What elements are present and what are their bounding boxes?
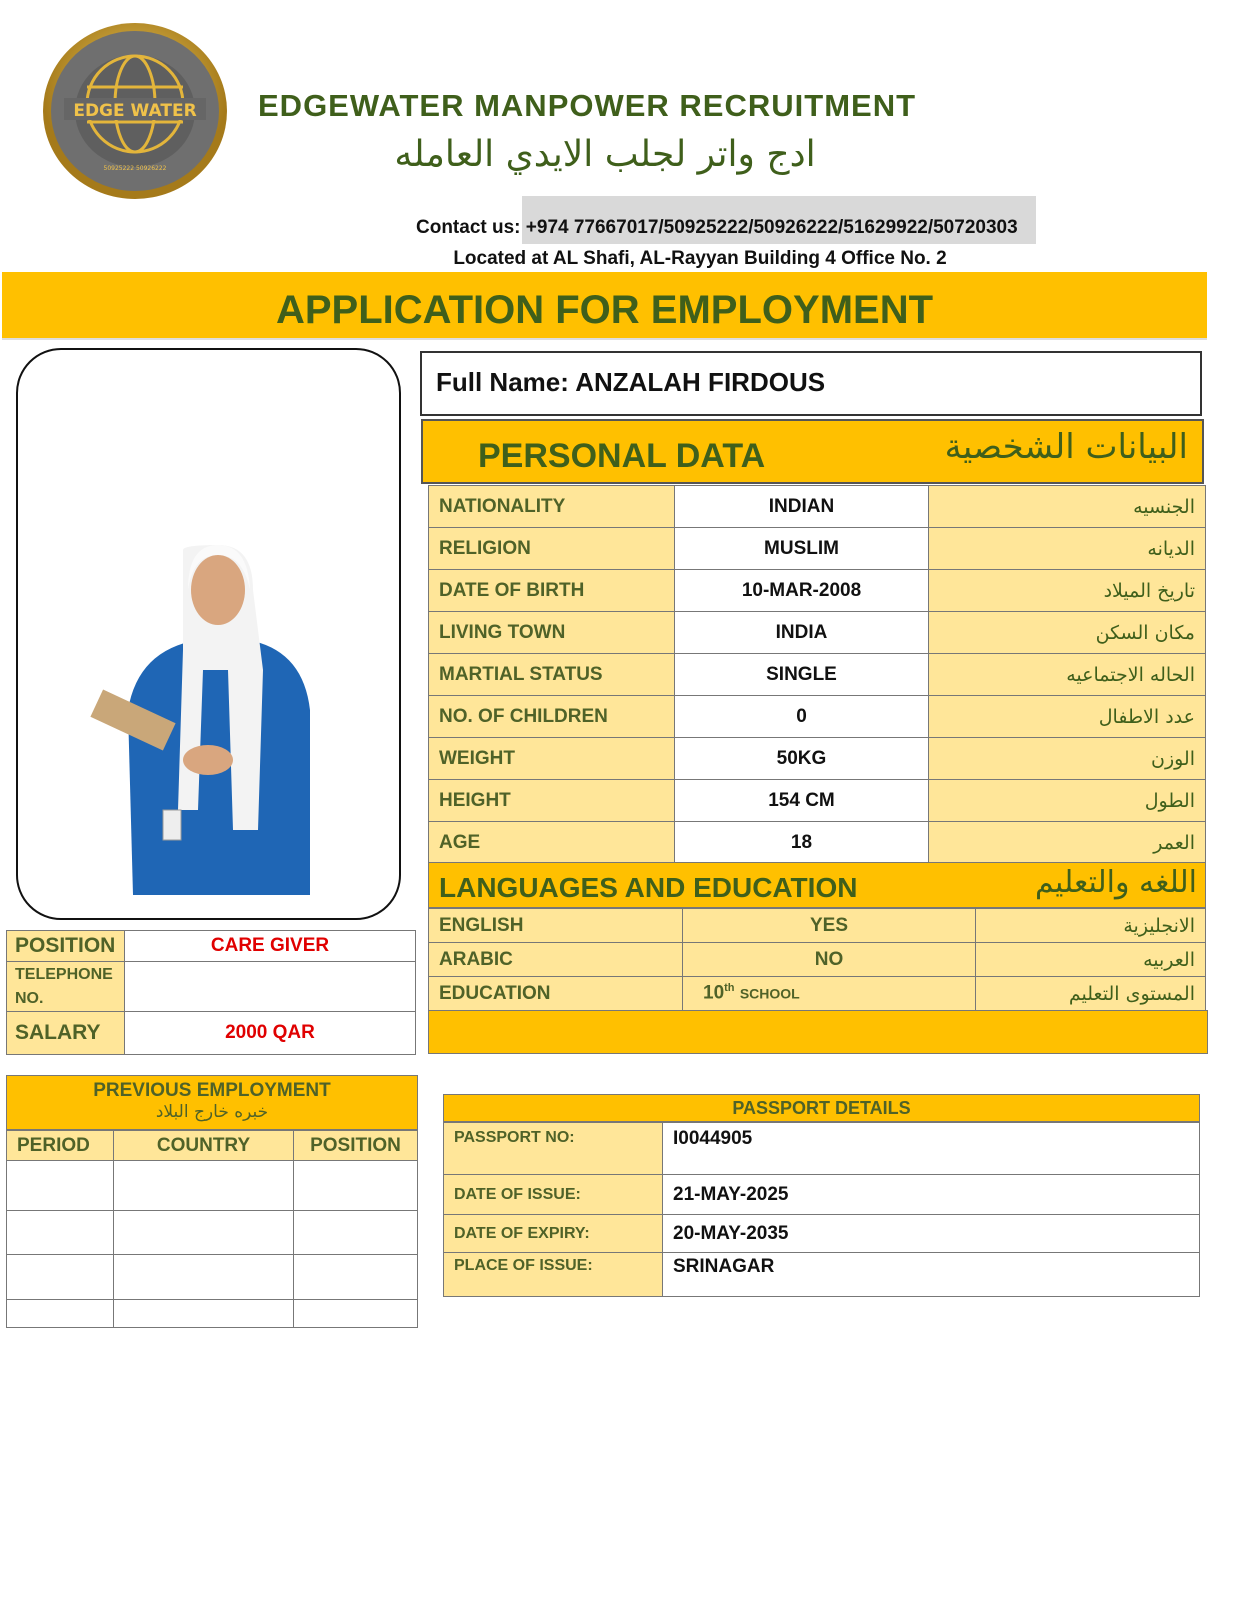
field-value: INDIAN	[675, 486, 929, 528]
full-name-label: Full Name:	[436, 367, 569, 397]
applicant-photo	[18, 350, 401, 920]
field-label: RELIGION	[429, 528, 675, 570]
table-row	[444, 1215, 1200, 1253]
contact-label: Contact us:	[416, 217, 521, 238]
passport-header: PASSPORT DETAILS	[443, 1094, 1200, 1122]
table-row	[7, 1255, 418, 1300]
lang-label: ARABIC	[429, 943, 683, 977]
table-row	[429, 822, 1206, 864]
table-row	[429, 909, 1206, 943]
lang-label-ar: المستوى التعليم	[976, 977, 1206, 1011]
expiry-date-label: DATE OF EXPIRY:	[444, 1215, 663, 1253]
field-label-ar: العمر	[929, 822, 1206, 864]
field-label: NO. OF CHILDREN	[429, 696, 675, 738]
table-row	[7, 931, 416, 962]
company-logo	[42, 22, 228, 200]
column-country: COUNTRY	[114, 1131, 294, 1161]
previous-employment-title-en: PREVIOUS EMPLOYMENT	[93, 1080, 331, 1101]
education-level: 10	[703, 982, 725, 1004]
languages-title-ar: اللغه والتعليم	[1035, 865, 1197, 900]
place-of-issue-label: PLACE OF ISSUE:	[444, 1253, 663, 1297]
table-row	[444, 1123, 1200, 1175]
contact-line	[416, 217, 1018, 239]
field-label: MARTIAL STATUS	[429, 654, 675, 696]
salary-label: SALARY	[7, 1012, 125, 1055]
education-value	[683, 977, 976, 1011]
table-header-row	[7, 1131, 418, 1161]
location: Located at AL Shafi, AL-Rayyan Building 4 Office No. 2	[453, 248, 947, 269]
personal-data-header	[421, 419, 1204, 484]
field-label-ar: الجنسيه	[929, 486, 1206, 528]
table-row	[429, 977, 1206, 1011]
passport-no-value: I0044905	[663, 1123, 1200, 1175]
telephone-value	[125, 962, 416, 1012]
previous-employment-header	[6, 1075, 418, 1130]
table-row	[7, 1161, 418, 1211]
svg-text:50925222 50926222: 50925222 50926222	[103, 165, 167, 172]
company-name-en: EDGEWATER MANPOWER RECRUITMENT	[258, 88, 917, 123]
field-value: MUSLIM	[675, 528, 929, 570]
field-value: INDIA	[675, 612, 929, 654]
personal-data-table	[428, 485, 1206, 864]
table-row	[429, 696, 1206, 738]
field-value: 18	[675, 822, 929, 864]
lang-label: EDUCATION	[429, 977, 683, 1011]
lang-label-ar: العربيه	[976, 943, 1206, 977]
field-label: NATIONALITY	[429, 486, 675, 528]
field-value: 50KG	[675, 738, 929, 780]
field-value: 10-MAR-2008	[675, 570, 929, 612]
field-label: WEIGHT	[429, 738, 675, 780]
passport-no-label: PASSPORT NO:	[444, 1123, 663, 1175]
field-label-ar: الوزن	[929, 738, 1206, 780]
column-position: POSITION	[294, 1131, 418, 1161]
field-label-ar: الديانه	[929, 528, 1206, 570]
table-row	[429, 486, 1206, 528]
passport-table	[443, 1122, 1200, 1297]
title-banner	[2, 272, 1207, 340]
table-row	[429, 654, 1206, 696]
field-label: LIVING TOWN	[429, 612, 675, 654]
languages-table	[428, 908, 1206, 1011]
expiry-date-value: 20-MAY-2035	[663, 1215, 1200, 1253]
lang-value: YES	[683, 909, 976, 943]
field-label: DATE OF BIRTH	[429, 570, 675, 612]
field-label-ar: عدد الاطفال	[929, 696, 1206, 738]
table-row	[7, 962, 416, 1012]
field-label-ar: تاريخ الميلاد	[929, 570, 1206, 612]
place-of-issue-value: SRINAGAR	[663, 1253, 1200, 1297]
applicant-photo-frame	[16, 348, 401, 920]
education-suffix: SCHOOL	[739, 985, 800, 1002]
table-row	[429, 943, 1206, 977]
full-name-box	[420, 351, 1202, 416]
salary-value: 2000 QAR	[125, 1012, 416, 1055]
languages-title-en: LANGUAGES AND EDUCATION	[439, 872, 858, 903]
personal-data-title-en: PERSONAL DATA	[478, 437, 766, 475]
field-label-ar: الحاله الاجتماعيه	[929, 654, 1206, 696]
svg-text:EDGE WATER: EDGE WATER	[73, 101, 197, 121]
field-label: AGE	[429, 822, 675, 864]
lang-label: ENGLISH	[429, 909, 683, 943]
languages-footer	[428, 1010, 1208, 1054]
table-row	[7, 1012, 416, 1055]
education-sup: th	[724, 982, 735, 995]
table-row	[429, 738, 1206, 780]
field-label-ar: مكان السكن	[929, 612, 1206, 654]
field-value: SINGLE	[675, 654, 929, 696]
position-label: POSITION	[7, 931, 125, 962]
table-row	[7, 1211, 418, 1255]
previous-employment-title-ar: خبره خارج البلاد	[155, 1102, 269, 1122]
column-period: PERIOD	[7, 1131, 114, 1161]
company-name-ar: ادج واتر لجلب الايدي العامله	[394, 134, 816, 175]
table-row	[7, 1300, 418, 1328]
lang-value: NO	[683, 943, 976, 977]
table-row	[444, 1253, 1200, 1297]
previous-employment-table	[6, 1130, 418, 1328]
full-name-value: ANZALAH FIRDOUS	[575, 367, 826, 397]
contact-numbers: +974 77667017/50925222/50926222/51629922/50720303	[525, 217, 1018, 238]
field-label-ar: الطول	[929, 780, 1206, 822]
issue-date-label: DATE OF ISSUE:	[444, 1175, 663, 1215]
table-row	[429, 780, 1206, 822]
page-title: APPLICATION FOR EMPLOYMENT	[275, 288, 934, 332]
job-table	[6, 930, 416, 1055]
position-value: CARE GIVER	[125, 931, 416, 962]
table-row	[429, 570, 1206, 612]
field-label: HEIGHT	[429, 780, 675, 822]
table-row	[429, 528, 1206, 570]
lang-label-ar: الانجليزية	[976, 909, 1206, 943]
issue-date-value: 21-MAY-2025	[663, 1175, 1200, 1215]
table-row	[444, 1175, 1200, 1215]
telephone-label: TELEPHONE NO.	[7, 962, 125, 1012]
field-value: 0	[675, 696, 929, 738]
table-row	[429, 612, 1206, 654]
languages-header	[428, 862, 1206, 908]
personal-data-title-ar: البيانات الشخصية	[944, 427, 1188, 467]
field-value: 154 CM	[675, 780, 929, 822]
